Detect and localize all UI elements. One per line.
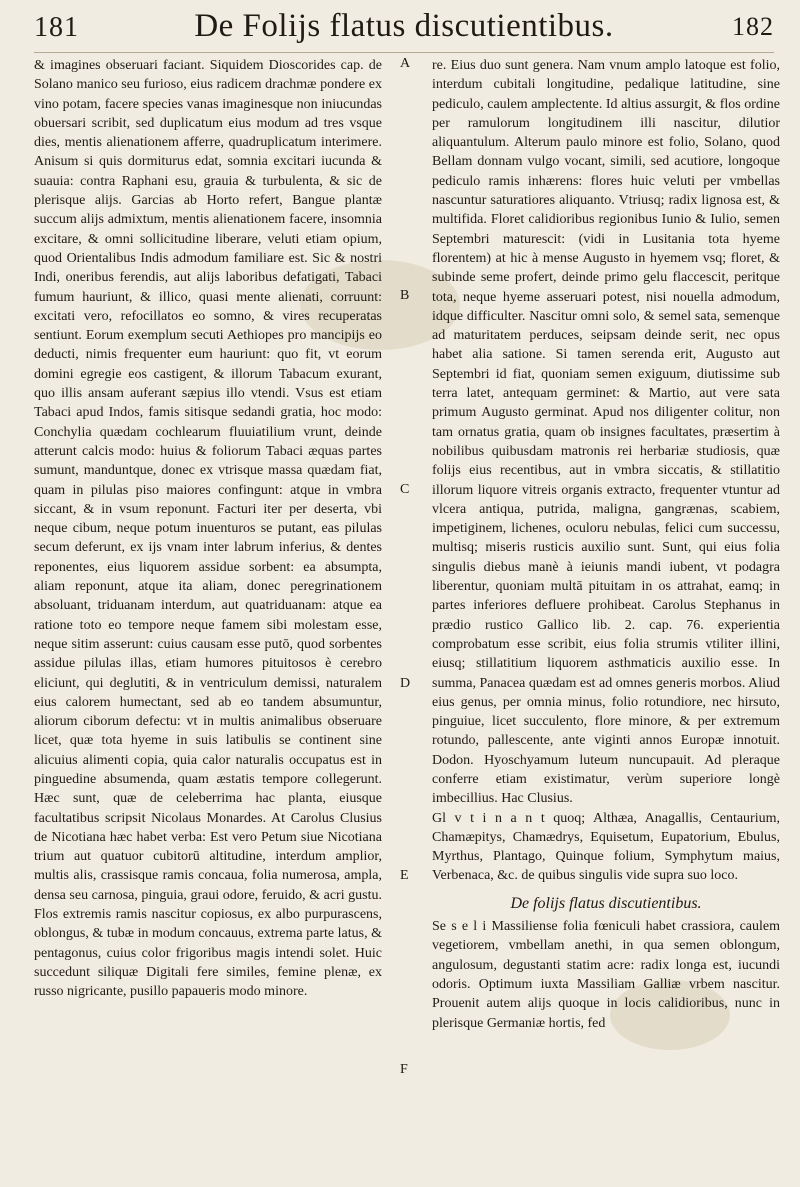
page-number-right: 182 [732,12,774,41]
margin-letter-f: F [400,1062,408,1077]
margin-letter-c: C [400,482,410,497]
page-header [34,6,774,50]
margin-letters [386,56,430,1156]
margin-letter-d: D [400,676,411,691]
section-heading: De folijs flatus discutientibus. [510,894,702,912]
margin-letter-e: E [400,868,409,883]
glutinant-paragraph: Gl v t i n a n t quoq; Althæa, Anagallis, Centaurium, Chamæpitys, Chamædrys, Equisetum, Eupatorium, Ebulus, Myrthus, Plantago, Quinque folium, Symphytum maius, Verbenaca, &c. de quibus singulis vide supra suo loco. [432,810,780,884]
margin-letter-a: A [400,56,411,71]
left-column-text: & imagines obseruari faciant. Siquidem Dioscorides cap. de Solano manico seu furioso, eius radicem drachmæ pondere ex vino potam, facere species vanas imaginesque non iniucundas obuersari scribit, sed duplicatum eius modum ad tres vsque dies, mentis alienationem afferre, quadruplicatum interimere. Anisum si quis dormiturus edat, somnia excitari iucunda & suauia: contra Raphani esu, grauia & turbulenta, & sic de plerisque alijs. Garcias ab Horto refert, Bangue plantæ succum alijs admixtum, mentis alienationem facere, insomnia excitare, & omni sollicitudine liberare, veluti etiam opium, quod Orientalibus Indis admodum familiare est. Sic & nostri Indi, oneribus ferendis, aut alijs laboribus defatigati, Tabaci fumum hauriunt, & illico, quasi mente alienati, corruunt: excitati vero, refocillatos eo somno, & vires recuperatas sentiunt. Eorum exemplum secuti Aethiopes pro mancipijs eo deducti, nimis frequenter eum hauriunt: quo fit, vt eorum domini egregie eos castigent, & illorum Tabacum exurant, quo illis ansam auferant sæpius illo vtendi. Vsus est etiam Tabaci apud Indos, famis sitisque sedandi gratia, hoc modo: Conchylia quædam cochlearum fluuiatilium vrunt, deinde atterunt calcis modo: huius & foliorum Tabaci æquas partes sumunt, manduntque, donec ex vtrisque massa quædam fiat, quam in pilulas piso maiores confingunt: atque in vmbra siccant, & in vsum reponunt. Facturi iter per deserta, vbi neque cibum, neque potum inuenturos se putant, eas pilulas secum deferunt, ex ijs vnam inter labrum inferius, & dentes reponentes, eius liquorem assidue sorbent: ea absumpta, aliam reponunt, atque ita aliam, donec peregrinationem absoluant, triduanam interdum, aut quatriduanam: atque ea ratione toto eo tempore neque famem sibi molestam esse, neque sitim asserunt: cuius causam esse putō, quod sorbentes assidue pilulas illas, etiam humores pituitosos è cerebro eliciunt, qui deglutiti, & in ventriculum demissi, naturalem eius calorem humectant, sed ab eo tandem absumuntur, aliorum ciborum defectu: vt in multis animalibus obseruare licet, quæ tota hyeme in suis latibulis se continent sine alicuius alimenti copia, quia calor naturalis occupatus est in pinguedine absumenda, quam æstatis tempore collegerunt. Hæc sunt, quæ de celeberrima hac planta, eiusque facultatibus scripsit Nicolaus Monardes. At Carolus Clusius de Nicotiana hæc habet verba: Est vero Petum siue Nicotiana trium aut quatuor cubitorū altitudine, interdum amplior, multis alis, crassisque ramis concaua, folia numerosa, ampla, densa seu carnosa, pinguia, graui odore, feruido, & acri gustu. Flos extremis ramis nascitur copiosus, ex albo purpurascens, oblongus, & tubæ in modum concauus, extrema parte latus, & pentagonus, cuius color frigoribus magis intendi solet. Huic succedunt siliquæ Digitali fere similes, femine plenæ, ex russo nigricante, pusillo papaueris modo minore. [34,58,382,1000]
page-number-left: 181 [34,12,79,43]
running-head: De Folijs flatus discutientibus. [194,8,614,44]
right-column [432,56,780,1033]
header-divider [34,52,774,53]
right-column-text: re. Eius duo sunt genera. Nam vnum amplo latoque est folio, interdum cubitali longitudine, pedalique latitudine, sine pediculo, caulem amplectente. Id altius assurgit, & flos ordine per ramulorum longitudinem illi nascitur, dilutior aliquantulum. Alterum paulo minore est folio, Solano, quod Bellam donnam vulgo vocant, simili, sed acutiore, longoque pediculo ramis inhærens: flores huic veluti per vmbellas nascuntur saturatiores aliquanto. Vtriusq; radix lignosa est, & multifida. Floret calidioribus regionibus Iunio & Iulio, semen Septembri maturescit: (vidi in Lusitania tota hyeme florentem) at hic à mense Augusto in hyemem vsq; floret, & subinde seme profert, deinde primo gelu flaccescit, peritque tota, neque hyeme asseruari potest, nisi nouella admodum, idque difficulter. Nascitur omni solo, & semel sata, semenque ad maturitatem perduces, seipsam deinde serit, nec opus habet alia satione. Si tamen serenda erit, Augusto aut Septembri id fiat, quoniam semen exiguum, diutissime sub terra latet, antequam germinet: & Martio, aut vere sata primum Augusto germinat. Apud nos diligenter colitur, non tam ornatus gratia, quam ob insignes facultates, præsertim à nobilibus quibusdam matronis rei herbariæ studiosis, quæ folijs eius recentibus, aut in vmbra siccatis, & stillatitio illorum liquore vitreis organis extracto, frequenter vtuntur ad vlcera antiqua, putrida, maligna, gangrænas, scabiem, impetiginem, lichenes, oculoru nebulas, felici cum successu, multisq; miseris rusticis auxilio sunt. Sunt, qui eius folia singulis diebus manè à ieiunis mandi iubent, vt podagra liberentur, quoniam multā pituitam in os attrahat, eamq; in partes inferiores defluere prohibeat. Carolus Stephanus in prædio rustico Gallico lib. 2. cap. 76. experientia comprobatum esse scribit, eius folia strumis vtiliter illini, eiusq; stillatitium liquorem asthmaticis auxilio esse. In summa, Panacea quædam est ad omnes generis morbos. Aliud eius genus, per omnia minus, folio rotundiore, nec hirsuto, pinguiue, licet succulento, flore minore, & per extremum rotundo, pallescente, ante viginti annos Europæ innotuit. Dodon. Hyoschyamum luteum nuncupauit. Ad pleraque conferre etiam existimatur, verùm superiore longè imbecillius. Hac Clusius. [432,58,780,807]
left-column [34,56,382,1002]
margin-letter-b: B [400,288,410,303]
seseli-paragraph: Se s e l i Massiliense folia fœniculi habet crassiora, caulem vegetiorem, vmbellam anethi, in qua semen oblongum, angulosum, degustanti statim acre: radix longa est, iucundi odoris. Optimum iuxta Massiliam Galliæ vrbem nascitur. Prouenit autem alijs quoque in locis calidioribus, nunc in plerisque Germaniæ hortis, fed [432,919,780,1031]
